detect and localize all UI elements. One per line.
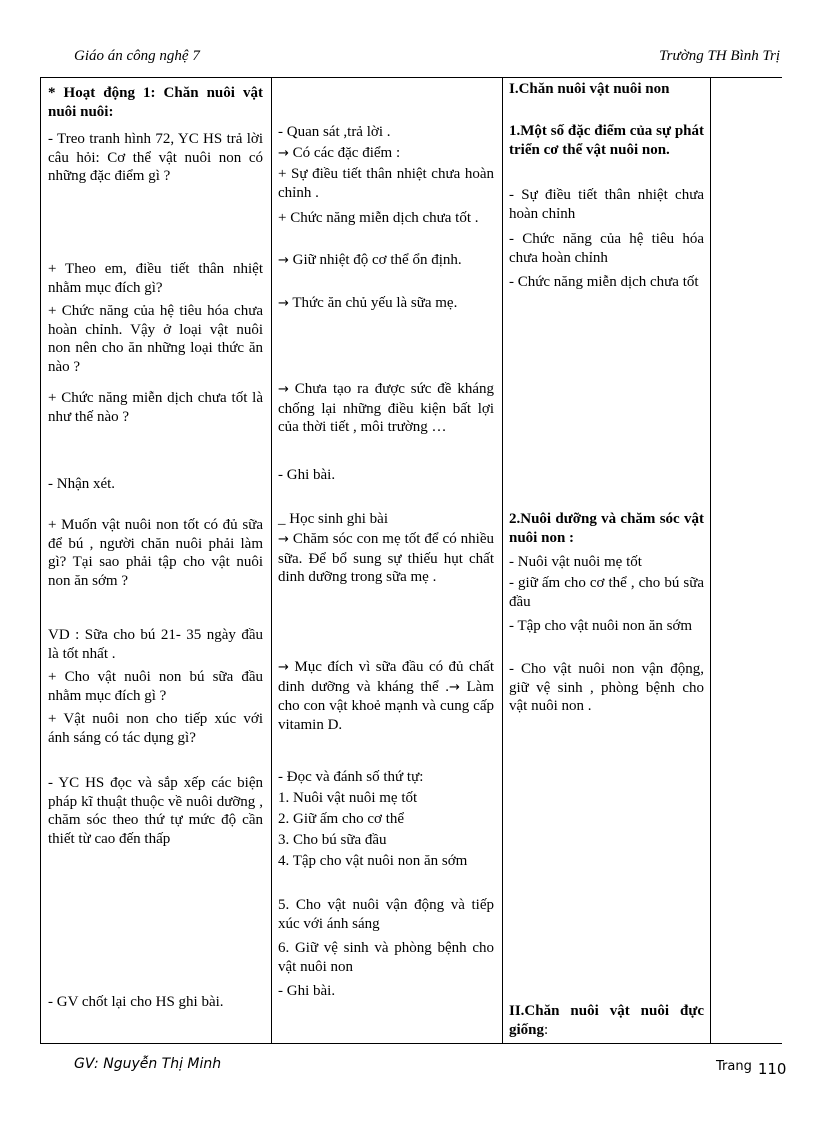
table-left-border [40,77,41,1043]
student-answer-text: Chưa tạo ra được sức đề kháng chống lại những điều kiện bất lợi của thời tiết , môi trường … [278,381,495,435]
ordered-item: 3. Cho bú sữa đầu [278,832,387,848]
teacher-conclusion: - GV chốt lại cho HS ghi bài. [48,994,224,1010]
table-top-border [40,77,782,78]
arrow-icon: → [278,146,289,161]
teacher-note: - Nhận xét. [48,476,116,492]
footer-page [716,1056,787,1078]
table-bottom-border [40,1043,782,1044]
student-answer-text: Có các đặc điểm : [292,145,401,161]
activity-heading: * Hoạt động 1: Chăn nuôi vật nuôi nuôi: [48,85,263,120]
student-answer-text: Thức ăn chủ yếu là sữa mẹ. [292,295,458,311]
column-divider-1 [271,77,272,1043]
ordered-item: 5. Cho vật nuôi vận động và tiếp xúc với ánh sáng [278,897,494,932]
teacher-question: + Cho vật nuôi non bú sữa đầu nhằm mục đích gì ? [48,669,263,704]
student-answer-text: Làm cho con vật khoẻ mạnh và cung cấp vitamin D. [278,678,494,733]
student-answer [278,251,494,271]
student-answer: + Chức năng miễn dịch chưa tốt . [278,210,479,226]
section-heading-colon: : [544,1021,549,1038]
student-answer-text: Giữ nhiệt độ cơ thể ổn định. [292,252,462,268]
teacher-question: - Treo tranh hình 72, YC HS trả lời câu hỏi: Cơ thể vật nuôi non có những đặc điểm gì ? [48,131,263,184]
student-answer-text: Chăm sóc con mẹ tốt để có nhiều sữa. Để bổ sung sự thiếu hụt chất dinh dưỡng trong sữa mẹ . [278,531,494,585]
student-answer: - Quan sát ,trả lời . [278,124,391,140]
arrow-icon: → [278,660,289,675]
page-label: Trang [716,1059,752,1074]
student-answer [278,380,494,437]
page-number: 110 [757,1060,787,1078]
ordered-item: 4. Tập cho vật nuôi non ăn sớm [278,853,468,869]
ordered-item: 1. Nuôi vật nuôi mẹ tốt [278,790,418,806]
content-item: - Chức năng miễn dịch chưa tốt [509,274,699,290]
student-answer [278,294,494,314]
content-item: - Chức năng của hệ tiêu hóa chưa hoàn chỉnh [509,231,704,266]
content-item: - Sự điều tiết thân nhiệt chưa hoàn chỉnh [509,187,704,222]
column-divider-2 [502,77,503,1043]
teacher-question: + Vật nuôi non cho tiếp xúc với ánh sáng có tác dụng gì? [48,711,263,746]
header-subject: Giáo án công nghệ 7 [74,48,200,64]
teacher-example: VD : Sữa cho bú 21- 35 ngày đầu là tốt nhất . [48,627,263,662]
content-item: - Cho vật nuôi non vận động, giữ vệ sinh , phòng bệnh cho vật nuôi non . [509,661,704,714]
arrow-icon: → [449,679,460,695]
arrow-icon: → [278,532,289,547]
teacher-instruction: - YC HS đọc và sắp xếp các biện pháp kĩ thuật thuộc về nuôi dưỡng , chăm sóc theo thứ tự mức độ cần thiết từ cao đến thấp [48,775,263,847]
teacher-question: + Muốn vật nuôi non tốt có đủ sữa để bú , người chăn nuôi phải làm gì? Tại sao phải tập cho vật nuôi non ăn sớm ? [48,517,263,589]
footer-teacher: GV: Nguyễn Thị Minh [74,1056,222,1072]
arrow-icon: → [278,382,289,397]
student-answer [278,144,494,164]
student-answer [278,530,494,587]
subsection-heading: 1.Một số đặc điểm của sự phát triển cơ thể vật nuôi non. [509,123,704,158]
arrow-icon: → [278,253,289,268]
content-item: - giữ ấm cho cơ thể , cho bú sữa đầu [509,575,704,610]
content-item: - Nuôi vật nuôi mẹ tốt [509,554,642,570]
table-right-border [710,77,711,1043]
subsection-heading: 2.Nuôi dưỡng và chăm sóc vật nuôi non : [509,511,704,546]
student-answer-text: Mục đích vì sữa đầu có đủ chất dinh dưỡng và kháng thể . [278,659,494,695]
teacher-question: + Chức năng miễn dịch chưa tốt là như thế nào ? [48,390,263,425]
section-heading: I.Chăn nuôi vật nuôi non [509,81,670,97]
ordered-item: 2. Giữ ấm cho cơ thể [278,811,405,827]
student-note: - Ghi bài. [278,983,336,999]
student-answer: + Sự điều tiết thân nhiệt chưa hoàn chỉnh . [278,166,494,201]
arrow-icon: → [278,296,289,311]
student-note: - Ghi bài. [278,467,336,483]
student-note: _ Học sinh ghi bài [278,511,388,527]
section-heading-text: II.Chăn nuôi vật nuôi đực giống [509,1003,704,1038]
student-answer [278,658,494,734]
teacher-question: + Theo em, điều tiết thân nhiệt nhằm mục đích gì? [48,261,263,296]
teacher-question: + Chức năng của hệ tiêu hóa chưa hoàn chỉnh. Vậy ở loại vật nuôi non nên cho ăn những loại thức ăn nào ? [48,303,263,375]
ordered-item: 6. Giữ vệ sinh và phòng bệnh cho vật nuôi non [278,940,494,975]
section-heading [509,1002,704,1039]
content-item: - Tập cho vật nuôi non ăn sớm [509,618,693,634]
header-school: Trường TH Bình Trị [659,48,780,64]
student-instruction: - Đọc và đánh số thứ tự: [278,769,424,785]
